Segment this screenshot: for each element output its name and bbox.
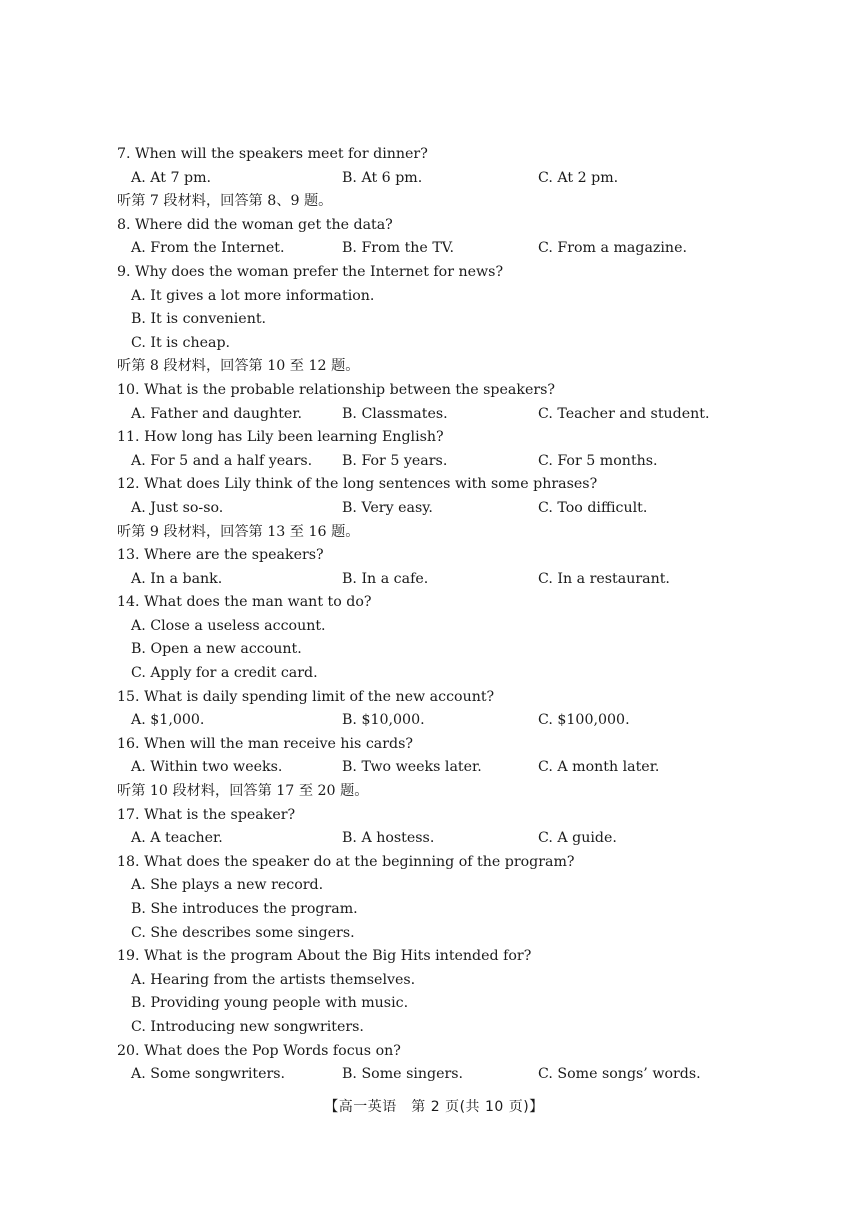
answer-option: B. It is convenient. xyxy=(131,311,267,328)
answer-option-a: A. From the Internet. xyxy=(131,240,285,257)
question-stem: 8. Where did the woman get the data? xyxy=(117,216,393,233)
section-instruction: 听第 10 段材料，回答第 17 至 20 题。 xyxy=(117,783,369,800)
answer-option-a: A. In a bank. xyxy=(131,570,223,587)
answer-options-row xyxy=(117,709,817,733)
question-stem: 10. What is the probable relationship between the speakers? xyxy=(117,381,556,398)
answer-option-c: C. A month later. xyxy=(538,759,660,776)
answer-option: B. Providing young people with music. xyxy=(131,995,409,1012)
question-stem: 14. What does the man want to do? xyxy=(117,594,372,611)
answer-options-row xyxy=(117,827,817,851)
answer-option-a: A. Some songwriters. xyxy=(131,1066,286,1083)
question-stem: 20. What does the Pop Words focus on? xyxy=(117,1042,401,1059)
answer-options-row xyxy=(117,497,817,521)
answer-option-a: A. A teacher. xyxy=(131,830,223,847)
answer-option: A. It gives a lot more information. xyxy=(131,287,375,304)
answer-option-b: B. Some singers. xyxy=(342,1066,464,1083)
answer-option-b: B. In a cafe. xyxy=(342,570,429,587)
question-stem: 12. What does Lily think of the long sentences with some phrases? xyxy=(117,476,598,493)
answer-option-c: C. Teacher and student. xyxy=(538,405,710,422)
answer-options-row xyxy=(117,1063,817,1087)
answer-options-row xyxy=(117,450,817,474)
question-stem: 15. What is daily spending limit of the new account? xyxy=(117,688,495,705)
answer-option-a: A. Father and daughter. xyxy=(131,405,303,422)
answer-option-b: B. Very easy. xyxy=(342,499,433,516)
answer-options-row xyxy=(117,756,817,780)
answer-option-a: A. For 5 and a half years. xyxy=(131,452,313,469)
answer-option-b: B. Two weeks later. xyxy=(342,759,482,776)
answer-option-a: A. $1,000. xyxy=(131,712,205,729)
section-instruction: 听第 7 段材料，回答第 8、9 题。 xyxy=(117,193,333,210)
answer-option: C. Introducing new songwriters. xyxy=(131,1018,364,1035)
answer-option-c: C. A guide. xyxy=(538,830,617,847)
question-stem: 16. When will the man receive his cards? xyxy=(117,735,414,752)
answer-option-b: B. For 5 years. xyxy=(342,452,448,469)
question-stem: 9. Why does the woman prefer the Internet for news? xyxy=(117,263,504,280)
answer-option: A. She plays a new record. xyxy=(131,877,324,894)
answer-option-c: C. Too difficult. xyxy=(538,499,648,516)
answer-options-row xyxy=(117,237,817,261)
answer-option-b: B. From the TV. xyxy=(342,240,455,257)
answer-option-c: C. From a magazine. xyxy=(538,240,687,257)
answer-options-row xyxy=(117,167,817,191)
answer-option: B. She introduces the program. xyxy=(131,901,358,917)
answer-option-c: C. In a restaurant. xyxy=(538,570,670,587)
answer-option: A. Hearing from the artists themselves. xyxy=(131,971,416,988)
answer-option-b: B. Classmates. xyxy=(342,405,448,422)
answer-option-a: A. At 7 pm. xyxy=(131,169,212,186)
section-instruction: 听第 8 段材料，回答第 10 至 12 题。 xyxy=(117,358,360,375)
question-stem: 11. How long has Lily been learning English? xyxy=(117,429,444,446)
answer-option: C. It is cheap. xyxy=(131,334,231,351)
question-stem: 17. What is the speaker? xyxy=(117,806,296,823)
section-instruction: 听第 9 段材料，回答第 13 至 16 题。 xyxy=(117,523,360,540)
answer-option-c: C. At 2 pm. xyxy=(538,169,619,186)
answer-option: C. Apply for a credit card. xyxy=(131,665,318,682)
page-footer: 【高一英语 第 2 页(共 10 页)】 xyxy=(324,1099,544,1115)
answer-option-c: C. $100,000. xyxy=(538,712,630,729)
answer-option-b: B. $10,000. xyxy=(342,712,425,729)
question-stem: 13. Where are the speakers? xyxy=(117,547,324,564)
answer-options-row xyxy=(117,568,817,592)
answer-option-a: A. Just so-so. xyxy=(131,499,224,516)
question-list xyxy=(117,143,817,1087)
answer-option-b: B. A hostess. xyxy=(342,830,435,847)
answer-option-a: A. Within two weeks. xyxy=(131,759,283,776)
answer-options-row xyxy=(117,403,817,427)
answer-option: A. Close a useless account. xyxy=(131,617,326,634)
question-stem: 7. When will the speakers meet for dinner? xyxy=(117,146,428,162)
answer-option-c: C. For 5 months. xyxy=(538,452,658,469)
answer-option-c: C. Some songs’ words. xyxy=(538,1066,701,1083)
answer-option: B. Open a new account. xyxy=(131,641,302,658)
answer-option: C. She describes some singers. xyxy=(131,924,355,941)
question-stem: 19. What is the program About the Big Hits intended for? xyxy=(117,948,532,965)
question-stem: 18. What does the speaker do at the beginning of the program? xyxy=(117,853,575,870)
answer-option-b: B. At 6 pm. xyxy=(342,169,423,186)
